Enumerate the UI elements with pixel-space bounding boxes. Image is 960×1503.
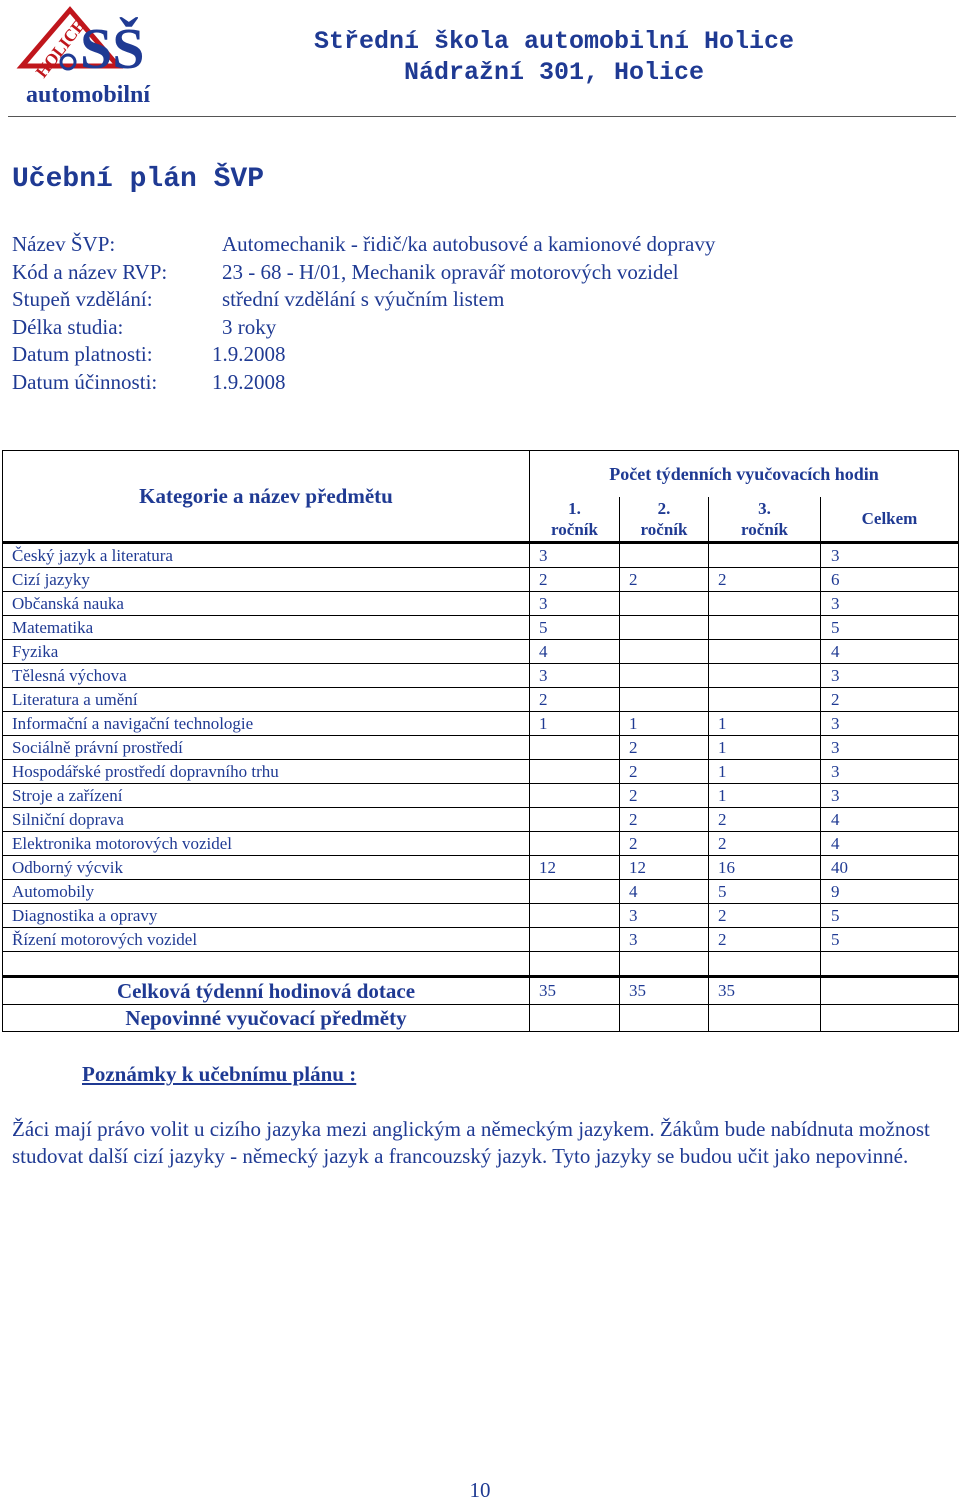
logo-letters: SŠ <box>80 16 145 81</box>
program-info <box>12 232 715 397</box>
year-2-hours: 4 <box>620 880 709 904</box>
year-2-hours: 2 <box>620 808 709 832</box>
total-hours: 3 <box>821 784 959 808</box>
total-hours: 4 <box>821 832 959 856</box>
total-hours: 5 <box>821 904 959 928</box>
year-3-hours: 1 <box>709 784 821 808</box>
info-row <box>12 315 715 343</box>
subject-name: Matematika <box>3 616 530 640</box>
total-hours: 2 <box>821 688 959 712</box>
logo-arc-text: HOLICE <box>31 16 89 82</box>
year-2-header <box>620 497 709 543</box>
total-hours: 3 <box>821 760 959 784</box>
category-header: Kategorie a název předmětu <box>3 451 530 543</box>
year-3-hours: 2 <box>709 832 821 856</box>
year-1-hours: 4 <box>530 640 620 664</box>
table-row <box>3 808 959 832</box>
year-1-hours <box>530 760 620 784</box>
subject-name: Stroje a zařízení <box>3 784 530 808</box>
table-row <box>3 760 959 784</box>
year-3-number: 3. <box>758 499 771 518</box>
year-3-hours <box>709 592 821 616</box>
year-3-hours <box>709 543 821 568</box>
year-3-hours: 2 <box>709 928 821 952</box>
school-logo <box>8 4 180 108</box>
year-1-hours <box>530 808 620 832</box>
info-value: střední vzdělání s výučním listem <box>222 287 505 311</box>
year-2-hours <box>620 688 709 712</box>
optional-label: Nepovinné vyučovací předměty <box>3 1005 530 1032</box>
year-3-hours: 1 <box>709 736 821 760</box>
total-hours: 4 <box>821 808 959 832</box>
year-2-hours: 2 <box>620 736 709 760</box>
empty-cell <box>530 952 620 977</box>
optional-total <box>821 1005 959 1032</box>
year-2-hours <box>620 664 709 688</box>
year-1-hours: 2 <box>530 688 620 712</box>
table-row <box>3 856 959 880</box>
empty-cell <box>821 952 959 977</box>
year-3-hours <box>709 688 821 712</box>
total-hours: 4 <box>821 640 959 664</box>
info-row <box>12 260 715 288</box>
total-hours: 40 <box>821 856 959 880</box>
year-1-hours: 3 <box>530 592 620 616</box>
year-3-hours: 1 <box>709 712 821 736</box>
curriculum-table <box>2 450 959 1032</box>
year-2-hours: 3 <box>620 928 709 952</box>
table-row <box>3 543 959 568</box>
total-hours: 6 <box>821 568 959 592</box>
table-row <box>3 904 959 928</box>
year-1-hours: 3 <box>530 543 620 568</box>
school-header <box>288 26 820 88</box>
year-2-hours <box>620 616 709 640</box>
spacer-row <box>3 952 959 977</box>
year-2-label: ročník <box>640 520 688 539</box>
optional-row <box>3 1005 959 1032</box>
year-2-hours <box>620 640 709 664</box>
notes-text: Žáci mají právo volit u cizího jazyka mezi anglickým a německým jazykem. Žákům bude nabídnuta možnost studovat další cizí jazyky - německý jazyk a francouzský jazyk. Tyto jazyky se budou učit jako nepovinné. <box>12 1117 930 1168</box>
hours-header: Počet týdenních vyučovacích hodin <box>530 451 959 498</box>
table-row <box>3 568 959 592</box>
table-row <box>3 592 959 616</box>
info-label: Délka studia: <box>12 314 124 339</box>
total-hours: 3 <box>821 664 959 688</box>
info-row <box>12 370 715 398</box>
info-value: 23 - 68 - H/01, Mechanik opravář motorových vozidel <box>222 259 679 284</box>
year-3-hours: 2 <box>709 568 821 592</box>
info-value: Automechanik - řidič/ka autobusové a kamionové dopravy <box>222 232 716 256</box>
table-row <box>3 880 959 904</box>
notes-heading: Poznámky k učebnímu plánu : <box>82 1062 357 1086</box>
table-row <box>3 736 959 760</box>
year-2-hours: 3 <box>620 904 709 928</box>
subject-name: Hospodářské prostředí dopravního trhu <box>3 760 530 784</box>
table-row <box>3 832 959 856</box>
year-2-hours: 2 <box>620 760 709 784</box>
table-row <box>3 784 959 808</box>
total-hours: 3 <box>821 592 959 616</box>
total-hours: 3 <box>821 543 959 568</box>
summary-label: Celková týdenní hodinová dotace <box>3 977 530 1005</box>
total-hours: 3 <box>821 712 959 736</box>
year-2-hours: 12 <box>620 856 709 880</box>
subject-name: Fyzika <box>3 640 530 664</box>
optional-year-2 <box>620 1005 709 1032</box>
summary-total <box>821 977 959 1005</box>
year-2-number: 2. <box>657 499 671 518</box>
page-title: Učební plán ŠVP <box>12 164 265 195</box>
info-label: Kód a název RVP: <box>12 259 168 284</box>
subject-name: Literatura a umění <box>3 688 530 712</box>
year-2-hours: 2 <box>620 568 709 592</box>
year-3-label: ročník <box>741 520 788 539</box>
year-1-hours: 3 <box>530 664 620 688</box>
summary-year-3: 35 <box>709 977 821 1005</box>
year-1-hours <box>530 904 620 928</box>
header-divider <box>8 116 956 117</box>
school-name: Střední škola automobilní Holice <box>313 27 795 56</box>
year-1-hours <box>530 928 620 952</box>
subject-name: Informační a navigační technologie <box>3 712 530 736</box>
subject-name: Elektronika motorových vozidel <box>3 832 530 856</box>
empty-cell <box>620 952 709 977</box>
year-1-hours <box>530 832 620 856</box>
table-row <box>3 712 959 736</box>
subject-name: Řízení motorových vozidel <box>3 928 530 952</box>
subject-name: Silniční doprava <box>3 808 530 832</box>
table-row <box>3 616 959 640</box>
info-value: 1.9.2008 <box>212 342 286 366</box>
year-3-hours: 5 <box>709 880 821 904</box>
year-1-hours <box>530 784 620 808</box>
year-3-header <box>709 497 821 543</box>
year-3-hours <box>709 640 821 664</box>
page-number: 10 <box>469 1478 491 1502</box>
table-row <box>3 688 959 712</box>
info-value: 1.9.2008 <box>212 369 286 394</box>
info-label: Stupeň vzdělání: <box>12 287 153 311</box>
year-1-hours <box>530 736 620 760</box>
total-header: Celkem <box>821 497 959 543</box>
empty-cell <box>709 952 821 977</box>
table-row <box>3 640 959 664</box>
info-label: Název ŠVP: <box>12 232 116 256</box>
year-2-hours: 2 <box>620 784 709 808</box>
info-label: Datum platnosti: <box>12 342 153 366</box>
year-2-hours <box>620 592 709 616</box>
table-row <box>3 664 959 688</box>
summary-year-2: 35 <box>620 977 709 1005</box>
year-3-hours: 1 <box>709 760 821 784</box>
year-1-hours <box>530 880 620 904</box>
subject-name: Odborný výcvik <box>3 856 530 880</box>
total-hours: 5 <box>821 616 959 640</box>
year-1-hours: 12 <box>530 856 620 880</box>
year-3-hours: 16 <box>709 856 821 880</box>
year-1-hours: 5 <box>530 616 620 640</box>
table-row <box>3 928 959 952</box>
subject-name: Tělesná výchova <box>3 664 530 688</box>
year-2-hours <box>620 543 709 568</box>
info-value: 3 roky <box>222 314 277 339</box>
subject-name: Automobily <box>3 880 530 904</box>
subject-name: Český jazyk a literatura <box>3 543 530 568</box>
subject-name: Občanská nauka <box>3 592 530 616</box>
year-3-hours <box>709 664 821 688</box>
school-address: Nádražní 301, Holice <box>403 58 705 87</box>
total-hours: 3 <box>821 736 959 760</box>
year-3-hours: 2 <box>709 808 821 832</box>
optional-year-1 <box>530 1005 620 1032</box>
year-1-hours: 1 <box>530 712 620 736</box>
info-row <box>12 342 715 370</box>
year-3-hours <box>709 616 821 640</box>
info-row <box>12 232 715 260</box>
table-header-row <box>3 451 959 498</box>
year-2-hours: 2 <box>620 832 709 856</box>
year-1-header <box>530 497 620 543</box>
year-2-hours: 1 <box>620 712 709 736</box>
year-1-hours: 2 <box>530 568 620 592</box>
empty-cell <box>3 952 530 977</box>
subject-name: Cizí jazyky <box>3 568 530 592</box>
logo-word: automobilní <box>26 82 151 108</box>
subject-name: Diagnostika a opravy <box>3 904 530 928</box>
subject-name: Sociálně právní prostředí <box>3 736 530 760</box>
total-hours: 9 <box>821 880 959 904</box>
info-label: Datum účinnosti: <box>12 369 158 394</box>
info-row <box>12 287 715 315</box>
year-3-hours: 2 <box>709 904 821 928</box>
year-1-number: 1. <box>568 499 581 518</box>
summary-year-1: 35 <box>530 977 620 1005</box>
total-hours: 5 <box>821 928 959 952</box>
summary-row <box>3 977 959 1005</box>
optional-year-3 <box>709 1005 821 1032</box>
year-1-label: ročník <box>551 520 598 539</box>
